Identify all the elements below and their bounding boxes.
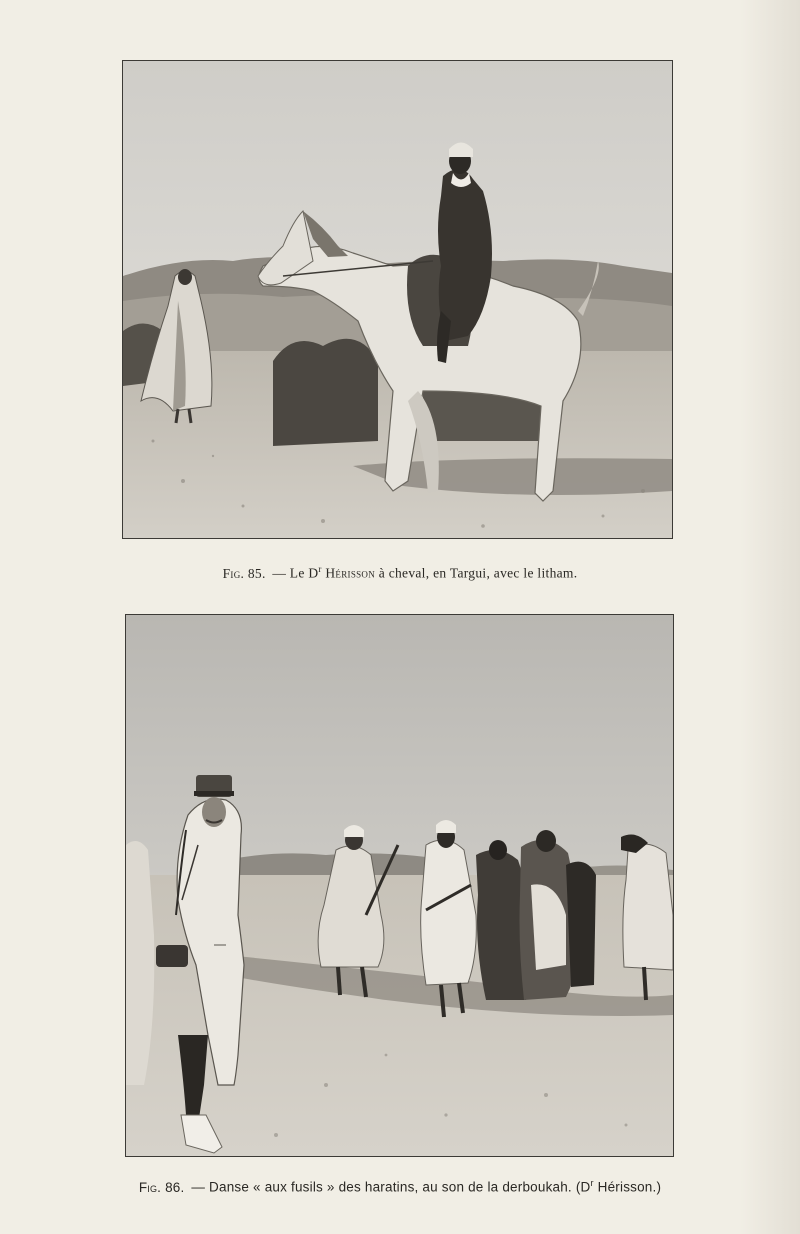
figure-85-caption-text-end: à cheval, en Targui, avec le litham. [378,565,578,581]
photo-figure-86 [125,614,674,1157]
photo-dance-image [126,615,673,1156]
figure-86-caption-text-start: — Danse « aux fusils » des haratins, au son de la derboukah. (D [191,1179,591,1195]
figure-85-caption-text-start: — Le D [272,565,319,581]
figure-86-caption [0,1178,800,1195]
figure-86-caption-superscript: r [590,1178,594,1188]
figure-85-caption-superscript: r [318,564,322,574]
figure-85-caption-name: Hérisson [325,565,376,581]
figure-86-label: Fig. 86. [138,1179,185,1195]
photo-figure-85 [122,60,673,539]
page-edge-shadow [740,0,800,1234]
figure-86-caption-text-end: Hérisson.) [597,1179,662,1195]
photo-horseman-image [123,61,672,538]
figure-85-caption [0,564,800,582]
figure-85-label: Fig. 85. [222,565,266,581]
